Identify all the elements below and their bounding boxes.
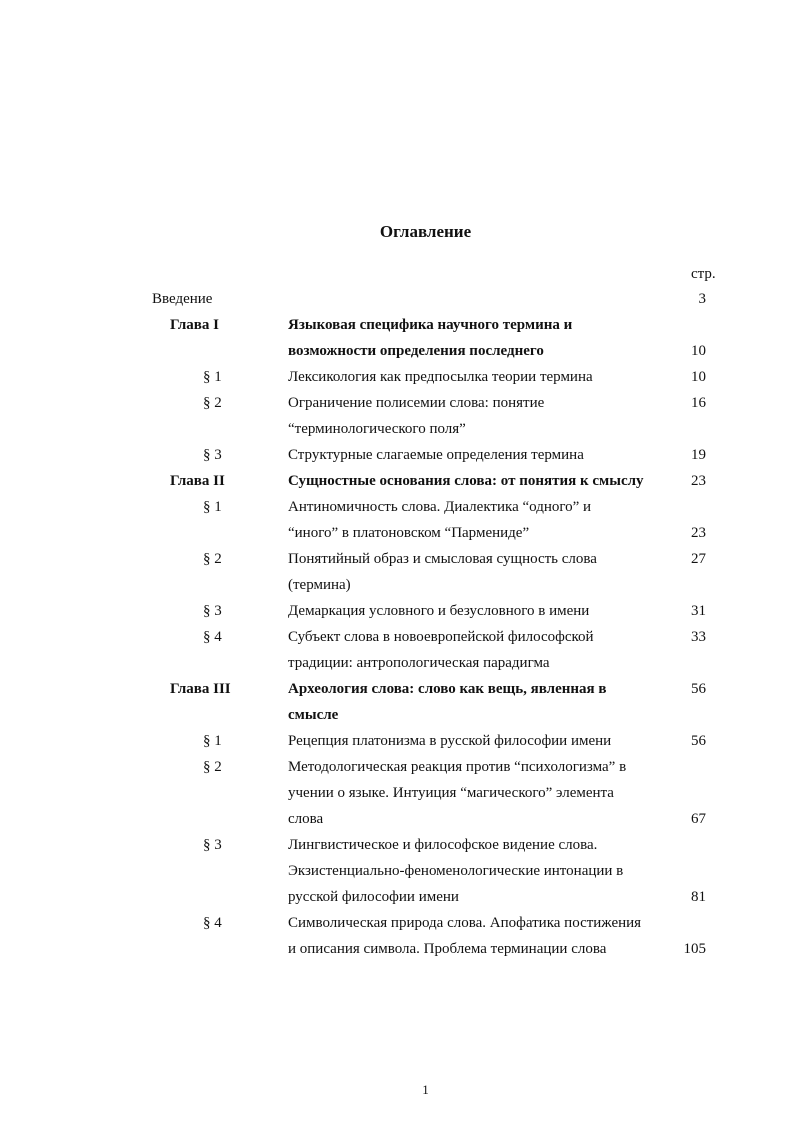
toc-entry xyxy=(0,312,793,364)
toc-line xyxy=(0,754,793,780)
table-of-contents xyxy=(0,286,793,962)
toc-entry xyxy=(0,728,793,754)
toc-line xyxy=(0,884,793,910)
page-ref: 16 xyxy=(691,395,706,411)
entry-title-line: учении о языке. Интуиция “магического” элемента xyxy=(288,785,614,801)
page-ref: 33 xyxy=(691,629,706,645)
toc-line xyxy=(0,364,793,390)
entry-title-line: русской философии имени xyxy=(288,889,459,905)
section-label: § 4 xyxy=(203,629,222,645)
section-label: § 2 xyxy=(203,551,222,567)
entry-title-line: Символическая природа слова. Апофатика постижения xyxy=(288,915,642,931)
toc-line xyxy=(0,468,793,494)
entry-title-line: смысле xyxy=(288,707,339,723)
toc-line xyxy=(0,936,793,962)
toc-entry xyxy=(0,442,793,468)
toc-line xyxy=(0,286,793,312)
entry-title-line: Археология слова: слово как вещь, явленная в xyxy=(288,681,607,697)
toc-entry xyxy=(0,546,793,598)
toc-entry xyxy=(0,286,793,312)
entry-title-line: Понятийный образ и смысловая сущность слова xyxy=(288,551,597,567)
page-ref: 81 xyxy=(691,889,706,905)
toc-entry xyxy=(0,364,793,390)
entry-title-line: Сущностные основания слова: от понятия к смыслу xyxy=(288,473,644,489)
toc-line xyxy=(0,520,793,546)
entry-title-line: Методологическая реакция против “психологизма” в xyxy=(288,759,627,775)
toc-line xyxy=(0,312,793,338)
page-ref: 56 xyxy=(691,681,706,697)
toc-line xyxy=(0,728,793,754)
page-ref: 10 xyxy=(691,369,706,385)
entry-title-line: возможности определения последнего xyxy=(288,343,544,359)
chapter-label: Глава III xyxy=(170,681,231,697)
page-column-header: стр. xyxy=(691,266,716,282)
chapter-label: Глава I xyxy=(170,317,219,333)
section-label: § 3 xyxy=(203,447,222,463)
page-number: 1 xyxy=(422,1082,429,1097)
intro-label: Введение xyxy=(152,291,213,307)
entry-title-line: “терминологического поля” xyxy=(288,421,466,437)
entry-title-line: Антиномичность слова. Диалектика “одного” и xyxy=(288,499,592,515)
toc-entry xyxy=(0,910,793,962)
toc-line xyxy=(0,910,793,936)
entry-title-line: Рецепция платонизма в русской философии имени xyxy=(288,733,612,749)
page-ref: 23 xyxy=(691,525,706,541)
entry-title-line: Ограничение полисемии слова: понятие xyxy=(288,395,545,411)
entry-title-line: (термина) xyxy=(288,577,351,593)
section-label: § 1 xyxy=(203,733,222,749)
toc-entry xyxy=(0,624,793,676)
section-label: § 1 xyxy=(203,369,222,385)
page-ref: 105 xyxy=(683,941,706,957)
toc-entry xyxy=(0,494,793,546)
chapter-label: Глава II xyxy=(170,473,225,489)
section-label: § 2 xyxy=(203,395,222,411)
toc-line xyxy=(0,702,793,728)
toc-line xyxy=(0,390,793,416)
toc-line xyxy=(0,546,793,572)
toc-entry xyxy=(0,390,793,442)
entry-title-line: “иного” в платоновском “Пармениде” xyxy=(288,525,530,541)
entry-title-line: Демаркация условного и безусловного в имени xyxy=(288,603,590,619)
toc-line xyxy=(0,442,793,468)
toc-line xyxy=(0,598,793,624)
toc-line xyxy=(0,572,793,598)
toc-line xyxy=(0,676,793,702)
toc-entry xyxy=(0,598,793,624)
entry-title-line: Лингвистическое и философское видение слова. xyxy=(288,837,598,853)
toc-line xyxy=(0,858,793,884)
entry-title-line: слова xyxy=(288,811,324,827)
page-ref: 3 xyxy=(698,291,706,307)
page-ref: 67 xyxy=(691,811,706,827)
toc-entry xyxy=(0,754,793,832)
page-ref: 10 xyxy=(691,343,706,359)
section-label: § 2 xyxy=(203,759,222,775)
page-title: Оглавление xyxy=(379,222,472,241)
toc-line xyxy=(0,624,793,650)
toc-line xyxy=(0,832,793,858)
page-ref: 56 xyxy=(691,733,706,749)
entry-title-line: Субъект слова в новоевропейской философской xyxy=(288,629,594,645)
toc-line xyxy=(0,650,793,676)
toc-line xyxy=(0,780,793,806)
section-label: § 4 xyxy=(203,915,222,931)
toc-line xyxy=(0,806,793,832)
entry-title-line: Экзистенциально-феноменологические интонации в xyxy=(288,863,624,879)
section-label: § 3 xyxy=(203,603,222,619)
entry-title-line: традиции: антропологическая парадигма xyxy=(288,655,550,671)
entry-title-line: и описания символа. Проблема терминации слова xyxy=(288,941,607,957)
entry-title-line: Языковая специфика научного термина и xyxy=(288,317,573,333)
page-ref: 19 xyxy=(691,447,706,463)
section-label: § 1 xyxy=(203,499,222,515)
toc-entry xyxy=(0,468,793,494)
page-ref: 27 xyxy=(691,551,706,567)
toc-entry xyxy=(0,832,793,910)
toc-line xyxy=(0,494,793,520)
entry-title-line: Структурные слагаемые определения термина xyxy=(288,447,584,463)
entry-title-line: Лексикология как предпосылка теории термина xyxy=(288,369,593,385)
toc-line xyxy=(0,338,793,364)
toc-entry xyxy=(0,676,793,728)
section-label: § 3 xyxy=(203,837,222,853)
toc-line xyxy=(0,416,793,442)
page-ref: 31 xyxy=(691,603,706,619)
page-ref: 23 xyxy=(691,473,706,489)
